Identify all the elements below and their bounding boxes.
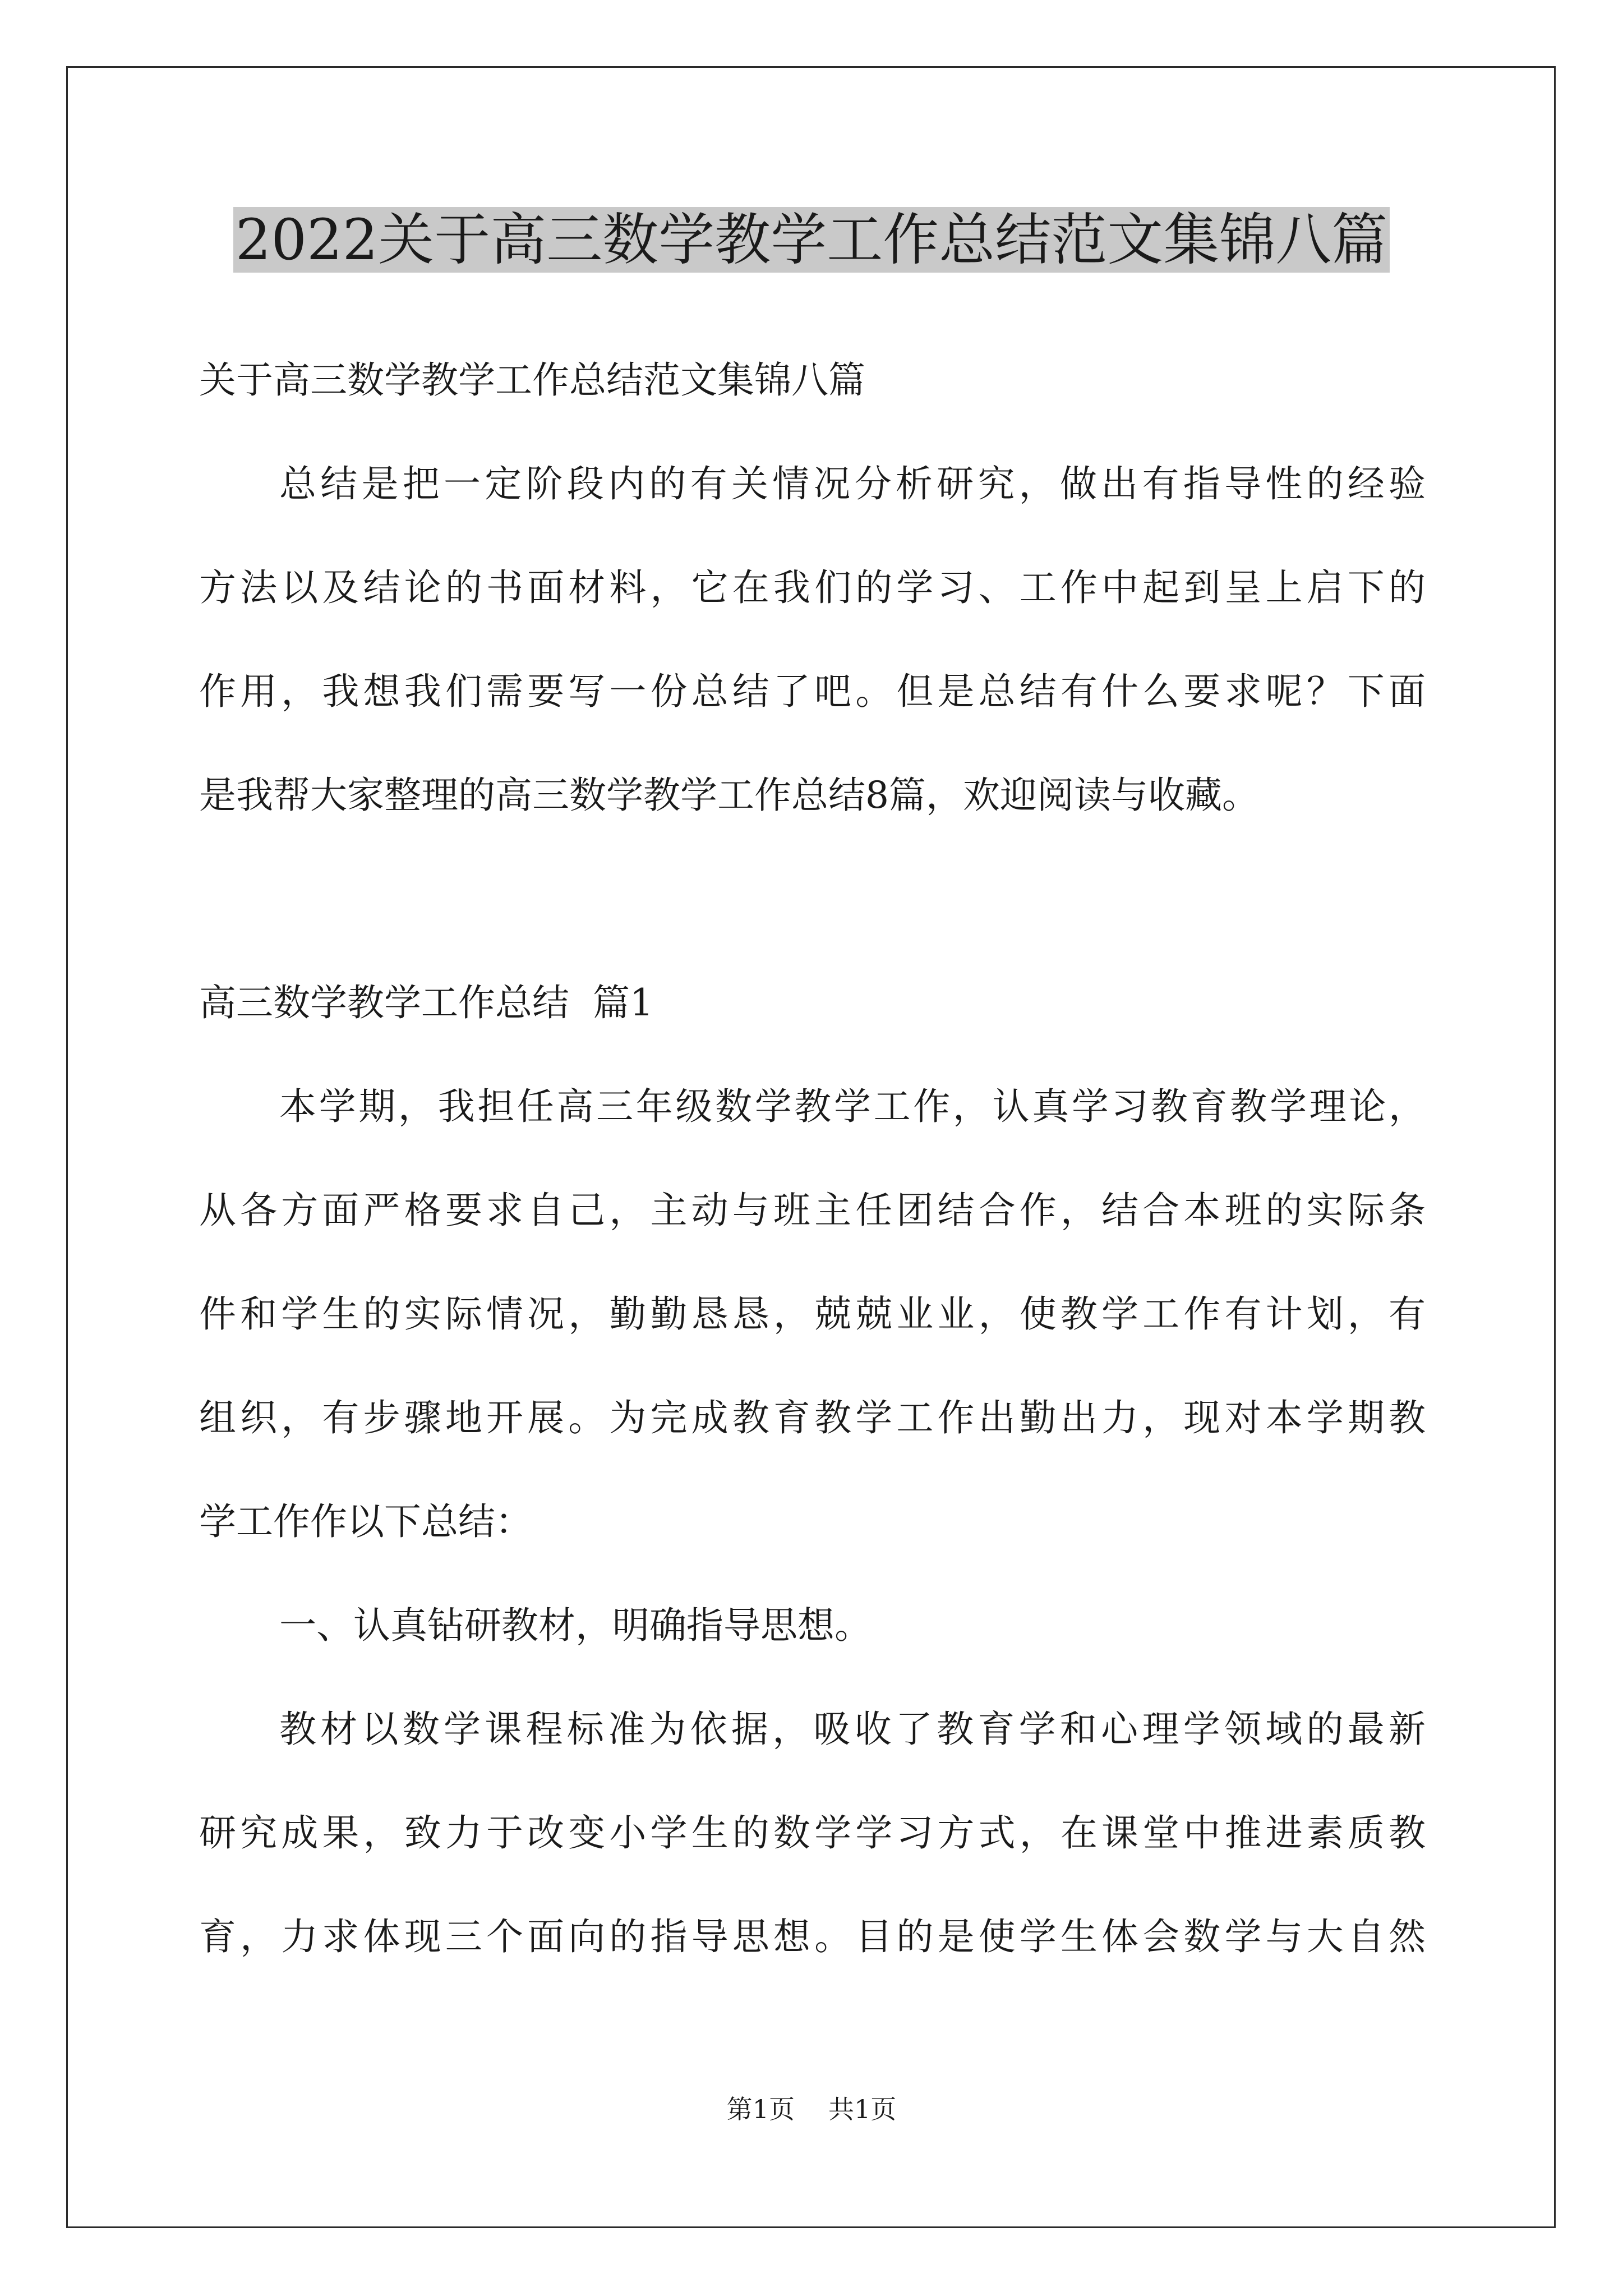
document-subtitle: 关于高三数学教学工作总结范文集锦八篇 [199, 358, 865, 402]
body-line: 从各方面严格要求自己，主动与班主任团结合作，结合本班的实际条 [199, 1189, 1426, 1232]
body-line: 本学期，我担任高三年级数学教学工作，认真学习教育教学理论， [279, 1085, 1426, 1128]
page-footer [0, 2092, 1623, 2126]
intro-line: 总结是把一定阶段内的有关情况分析研究，做出有指导性的经验 [279, 462, 1426, 505]
body-line: 组织，有步骤地开展。为完成教育教学工作出勤出力，现对本学期教 [199, 1396, 1426, 1439]
document-title: 2022关于高三数学教学工作总结范文集锦八篇 [0, 201, 1623, 279]
page-number-total: 共1页 [828, 2094, 897, 2124]
body-line: 学工作作以下总结： [199, 1500, 532, 1543]
body-line: 教材以数学课程标准为依据，吸收了教育学和心理学领域的最新 [279, 1708, 1426, 1751]
intro-line: 方法以及结论的书面材料，它在我们的学习、工作中起到呈上启下的 [199, 566, 1426, 609]
body-line: 育，力求体现三个面向的指导思想。目的是使学生体会数学与大自然 [199, 1915, 1426, 1958]
page-number-current: 第1页 [726, 2094, 795, 2124]
body-line: 研究成果，致力于改变小学生的数学学习方式，在课堂中推进素质教 [199, 1811, 1426, 1855]
point-heading: 一、认真钻研教材，明确指导思想。 [279, 1604, 872, 1647]
body-line: 件和学生的实际情况，勤勤恳恳，兢兢业业，使教学工作有计划，有 [199, 1292, 1426, 1336]
section-heading: 高三数学教学工作总结 篇1 [199, 981, 653, 1024]
intro-line: 作用，我想我们需要写一份总结了吧。但是总结有什么要求呢？下面 [199, 670, 1426, 713]
intro-line: 是我帮大家整理的高三数学教学工作总结8篇，欢迎阅读与收藏。 [199, 774, 1259, 817]
